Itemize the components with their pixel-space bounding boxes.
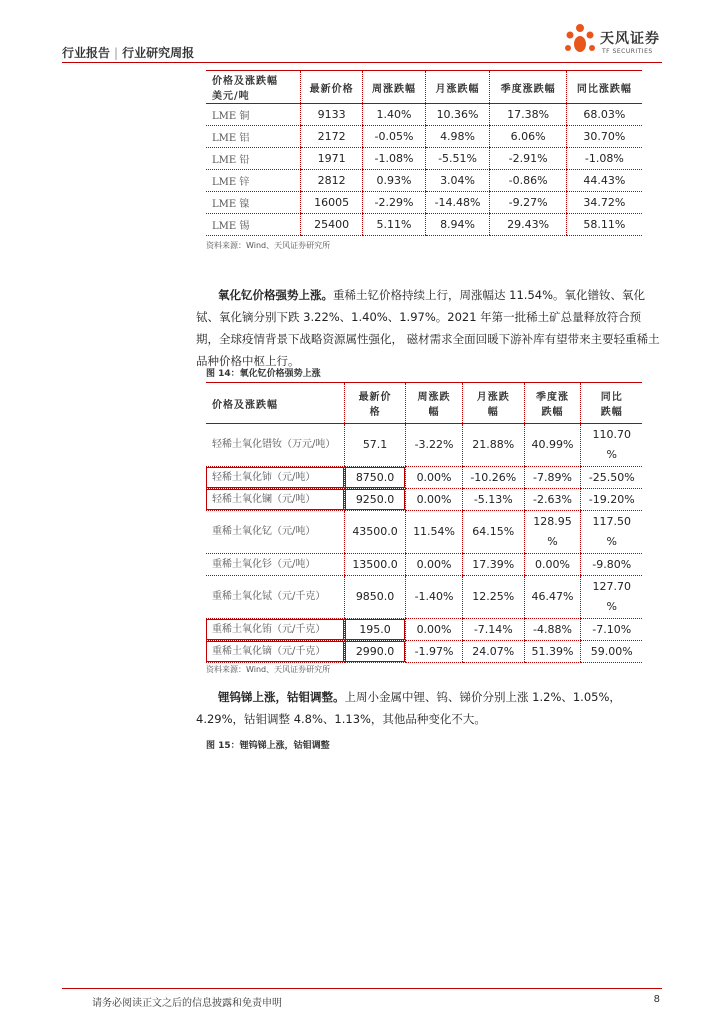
t2-header-cell: 月涨跌 幅 xyxy=(462,383,524,424)
value-cell: 8.94% xyxy=(425,214,490,236)
t2-header-cell: 季度涨 跌幅 xyxy=(524,383,581,424)
t2-header-cell: 最新价 格 xyxy=(345,383,406,424)
figure14-source: 资料来源：Wind、天风证券研究所 xyxy=(206,665,331,674)
paragraph-minor-metals xyxy=(196,686,664,730)
logo-subtext: TF SECURITIES xyxy=(602,48,653,55)
value-cell: 29.43% xyxy=(490,214,566,236)
value-cell: 2990.0 xyxy=(345,641,406,663)
value-cell: 43500.0 xyxy=(345,511,406,554)
value-cell: 16005 xyxy=(301,192,363,214)
value-cell: 40.99% xyxy=(524,424,581,467)
value-cell: 128.95 % xyxy=(524,511,581,554)
t2-header-cell: 价格及涨跌幅 xyxy=(206,383,345,424)
t1-header-cell: 月涨跌幅 xyxy=(425,71,490,104)
paragraph-minor-metals-lead: 锂钨锑上涨，钴钼调整。 xyxy=(218,690,345,704)
page-number: 8 xyxy=(653,994,660,1005)
value-cell: 10.36% xyxy=(425,104,490,126)
value-cell: -1.97% xyxy=(406,641,463,663)
table-row xyxy=(206,576,642,619)
metal-name-cell: LME 铝 xyxy=(206,126,301,148)
report-type: 行业报告 | 行业研究周报 xyxy=(62,46,195,60)
value-cell: 1.40% xyxy=(363,104,425,126)
value-cell: -2.29% xyxy=(363,192,425,214)
value-cell: 195.0 xyxy=(345,619,406,641)
value-cell: -1.08% xyxy=(566,148,642,170)
table-row xyxy=(206,192,642,214)
value-cell: -7.10% xyxy=(581,619,642,641)
table-row xyxy=(206,619,642,641)
paragraph-rare-earth-lead: 氧化钇价格强势上涨。 xyxy=(218,288,333,302)
table-row xyxy=(206,511,642,554)
value-cell: -25.50% xyxy=(581,467,642,489)
value-cell: 21.88% xyxy=(462,424,524,467)
paragraph-rare-earth xyxy=(196,284,664,372)
footer-disclaimer: 请务必阅读正文之后的信息披露和免责申明 xyxy=(92,998,282,1009)
value-cell: 58.11% xyxy=(566,214,642,236)
value-cell: 34.72% xyxy=(566,192,642,214)
table-row xyxy=(206,489,642,511)
value-cell: 12.25% xyxy=(462,576,524,619)
t1-header-cell: 季度涨跌幅 xyxy=(490,71,566,104)
value-cell: 24.07% xyxy=(462,641,524,663)
rare-earth-name-cell: 重稀土氧化铽（元/千克） xyxy=(206,576,345,619)
rare-earth-price-table xyxy=(206,382,642,663)
table-row xyxy=(206,126,642,148)
value-cell: 1971 xyxy=(301,148,363,170)
lme-price-table xyxy=(206,70,642,236)
paragraph-minor-metals-body: 上周小金属中锂、钨、锑价分别上涨 1.2%、1.05%，4.29%，钴钼调整 4.8%、1.13%，其他品种变化不大。 xyxy=(196,690,621,726)
metal-name-cell: LME 铅 xyxy=(206,148,301,170)
value-cell: -10.26% xyxy=(462,467,524,489)
table-row xyxy=(206,214,642,236)
value-cell: 117.50 % xyxy=(581,511,642,554)
value-cell: 25400 xyxy=(301,214,363,236)
table-row xyxy=(206,424,642,467)
value-cell: 8750.0 xyxy=(345,467,406,489)
rare-earth-name-cell: 重稀土氧化铕（元/千克） xyxy=(206,619,345,641)
value-cell: -7.14% xyxy=(462,619,524,641)
value-cell: -9.80% xyxy=(581,554,642,576)
value-cell: 13500.0 xyxy=(345,554,406,576)
value-cell: 51.39% xyxy=(524,641,581,663)
value-cell: 44.43% xyxy=(566,170,642,192)
t2-header-cell: 周涨跌 幅 xyxy=(406,383,463,424)
value-cell: 9850.0 xyxy=(345,576,406,619)
value-cell: -7.89% xyxy=(524,467,581,489)
table-row xyxy=(206,554,642,576)
metal-name-cell: LME 镍 xyxy=(206,192,301,214)
value-cell: 17.39% xyxy=(462,554,524,576)
value-cell: -3.22% xyxy=(406,424,463,467)
value-cell: 6.06% xyxy=(490,126,566,148)
rare-earth-name-cell: 重稀土氧化钇（元/吨） xyxy=(206,511,345,554)
value-cell: 2812 xyxy=(301,170,363,192)
metal-name-cell: LME 锡 xyxy=(206,214,301,236)
value-cell: 17.38% xyxy=(490,104,566,126)
logo-mark-icon xyxy=(562,22,598,58)
value-cell: 5.11% xyxy=(363,214,425,236)
rare-earth-name-cell: 轻稀土氧化镨钕（万元/吨） xyxy=(206,424,345,467)
table-row xyxy=(206,170,642,192)
rare-earth-name-cell: 轻稀土氧化铈（元/吨） xyxy=(206,467,345,489)
value-cell: 59.00% xyxy=(581,641,642,663)
t2-header-cell: 同比 跌幅 xyxy=(581,383,642,424)
value-cell: -9.27% xyxy=(490,192,566,214)
paragraph-rare-earth-body: 重稀土钇价格持续上行，周涨幅达 11.54%。氧化镨钕、氧化铽、氧化镝分别下跌 3.22%、1.40%、1.97%。2021 年第一批稀土矿总量释放符合预期，全球疫情背景下战略资源属性强化， 磁材需求全面回暖下游补库有望带来主要轻重稀土品种价格中枢上行。 xyxy=(196,288,660,368)
value-cell: 57.1 xyxy=(345,424,406,467)
value-cell: 0.00% xyxy=(406,489,463,511)
t1-header-cell: 价格及涨跌幅 美元/吨 xyxy=(206,71,301,104)
footer-rule xyxy=(62,988,662,989)
value-cell: 0.00% xyxy=(406,619,463,641)
value-cell: -4.88% xyxy=(524,619,581,641)
value-cell: 0.00% xyxy=(406,467,463,489)
logo-text: 天风证券 xyxy=(600,31,660,47)
value-cell: -14.48% xyxy=(425,192,490,214)
value-cell: -5.13% xyxy=(462,489,524,511)
value-cell: 30.70% xyxy=(566,126,642,148)
header-rule xyxy=(62,62,662,63)
value-cell: -2.63% xyxy=(524,489,581,511)
value-cell: -0.86% xyxy=(490,170,566,192)
value-cell: 4.98% xyxy=(425,126,490,148)
value-cell: -0.05% xyxy=(363,126,425,148)
value-cell: 3.04% xyxy=(425,170,490,192)
figure15-caption: 图 15：锂钨锑上涨，钴钼调整 xyxy=(206,741,330,751)
value-cell: 9133 xyxy=(301,104,363,126)
value-cell: 68.03% xyxy=(566,104,642,126)
metal-name-cell: LME 锌 xyxy=(206,170,301,192)
value-cell: 110.70 % xyxy=(581,424,642,467)
company-logo xyxy=(562,20,662,60)
table-row xyxy=(206,467,642,489)
metal-name-cell: LME 铜 xyxy=(206,104,301,126)
value-cell: -1.08% xyxy=(363,148,425,170)
table-row xyxy=(206,641,642,663)
value-cell: 11.54% xyxy=(406,511,463,554)
value-cell: -5.51% xyxy=(425,148,490,170)
rare-earth-name-cell: 重稀土氧化钐（元/吨） xyxy=(206,554,345,576)
table1-source: 资料来源：Wind、天风证券研究所 xyxy=(206,241,331,250)
value-cell: 46.47% xyxy=(524,576,581,619)
value-cell: 0.93% xyxy=(363,170,425,192)
value-cell: -1.40% xyxy=(406,576,463,619)
value-cell: 0.00% xyxy=(406,554,463,576)
t1-header-cell: 周涨跌幅 xyxy=(363,71,425,104)
table-row xyxy=(206,148,642,170)
rare-earth-name-cell: 重稀土氧化镝（元/千克） xyxy=(206,641,345,663)
t1-header-cell: 最新价格 xyxy=(301,71,363,104)
value-cell: 64.15% xyxy=(462,511,524,554)
value-cell: -2.91% xyxy=(490,148,566,170)
value-cell: 0.00% xyxy=(524,554,581,576)
t1-header-cell: 同比涨跌幅 xyxy=(566,71,642,104)
table-row xyxy=(206,104,642,126)
value-cell: 127.70 % xyxy=(581,576,642,619)
rare-earth-name-cell: 轻稀土氧化镧（元/吨） xyxy=(206,489,345,511)
value-cell: 2172 xyxy=(301,126,363,148)
value-cell: 9250.0 xyxy=(345,489,406,511)
value-cell: -19.20% xyxy=(581,489,642,511)
figure14-caption: 图 14：氧化钇价格强势上涨 xyxy=(206,369,321,379)
